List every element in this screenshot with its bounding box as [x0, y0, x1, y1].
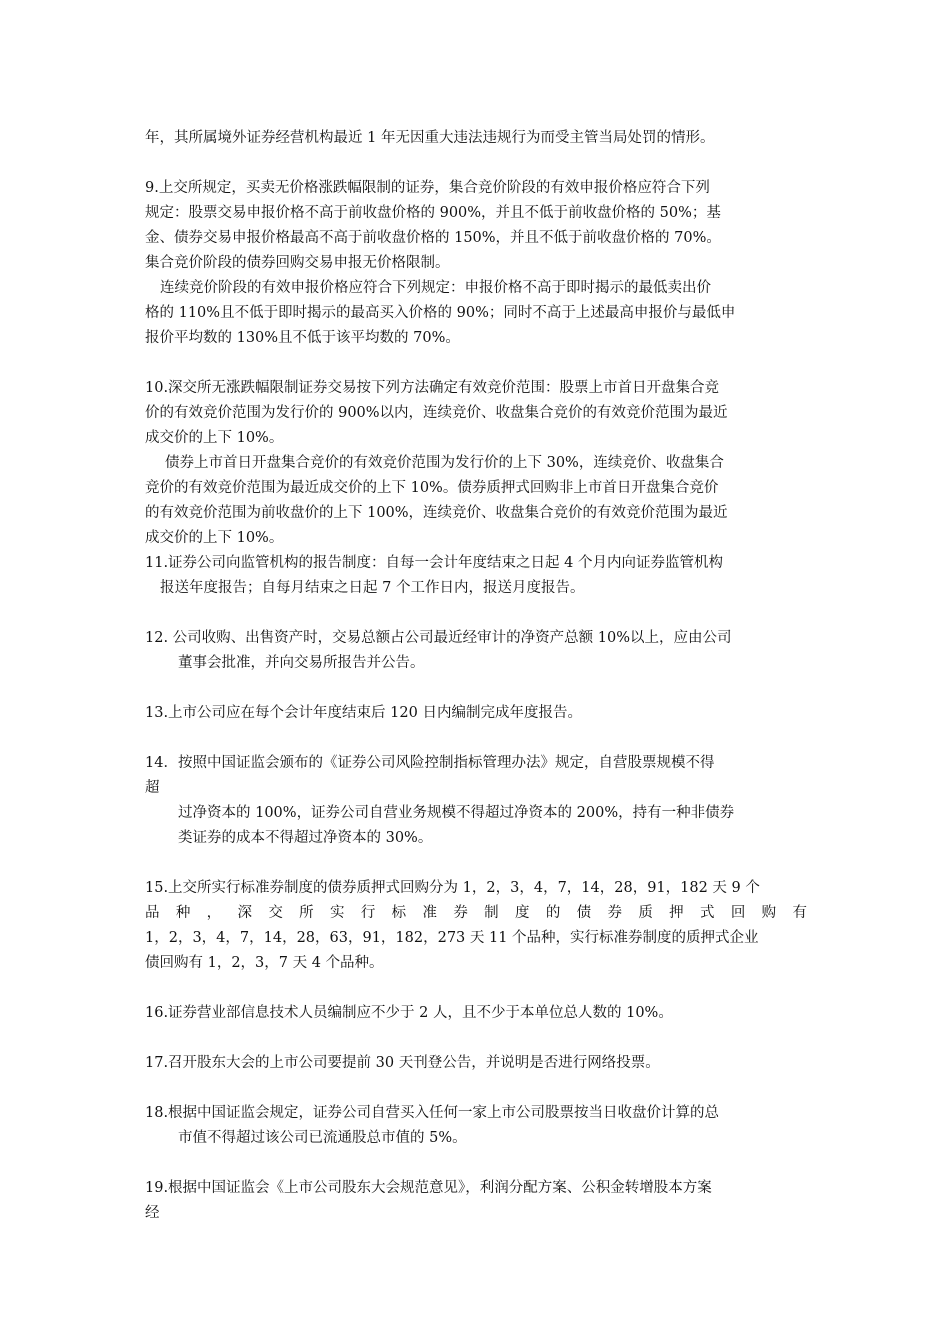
text-line: 报送年度报告；自每月结束之日起 7 个工作日内，报送月度报告。	[160, 580, 585, 596]
text-line: 成交价的上下 10%。	[145, 530, 284, 546]
text-line: 超	[145, 780, 160, 796]
text-line: 的有效竞价范围为前收盘价的上下 100%，连续竞价、收盘集合竞价的有效竞价范围为最近	[145, 505, 728, 521]
text-line: 过净资本的 100%，证券公司自营业务规模不得超过净资本的 200%，持有一种非债券	[178, 805, 735, 821]
text-line: 债券上市首日开盘集合竞价的有效竞价范围为发行价的上下 30%，连续竞价、收盘集合	[165, 455, 724, 471]
text-line: 董事会批准，并向交易所报告并公告。	[178, 655, 425, 671]
text-line: 15.上交所实行标准券制度的债券质押式回购分为 1，2，3，4，7，14，28，91，182 天 9 个	[145, 880, 760, 896]
text-line: 14．按照中国证监会颁布的《证券公司风险控制指标管理办法》规定，自营股票规模不得	[145, 755, 715, 771]
text-line: 品 种 ， 深 交 所 实 行 标 准 券 制 度 的 债 券 质 押 式 回 购 有	[145, 905, 807, 921]
text-line: 9.上交所规定，买卖无价格涨跌幅限制的证券，集合竞价阶段的有效申报价格应符合下列	[145, 180, 710, 196]
text-line: 13.上市公司应在每个会计年度结束后 120 日内编制完成年度报告。	[145, 705, 582, 721]
text-line: 17.召开股东大会的上市公司要提前 30 天刊登公告，并说明是否进行网络投票。	[145, 1055, 660, 1071]
text-line: 类证券的成本不得超过净资本的 30%。	[178, 830, 433, 846]
text-line: 集合竞价阶段的债券回购交易申报无价格限制。	[145, 255, 450, 271]
text-line: 11.证券公司向监管机构的报告制度：自每一会计年度结束之日起 4 个月内向证券监管机构	[145, 555, 723, 571]
text-line: 1，2，3，4，7，14，28，63，91，182，273 天 11 个品种，实行标准券制度的质押式企业	[145, 930, 759, 946]
text-line: 金、债券交易申报价格最高不高于前收盘价格的 150%，并且不低于前收盘价格的 70%。	[145, 230, 721, 246]
text-line: 报价平均数的 130%且不低于该平均数的 70%。	[145, 330, 460, 346]
text-line: 债回购有 1，2，3，7 天 4 个品种。	[145, 955, 384, 971]
text-line: 连续竞价阶段的有效申报价格应符合下列规定：申报价格不高于即时揭示的最低卖出价	[160, 280, 711, 296]
text-line: 格的 110%且不低于即时揭示的最高买入价格的 90%；同时不高于上述最高申报价与最低申	[145, 305, 736, 321]
text-line: 10.深交所无涨跌幅限制证券交易按下列方法确定有效竞价范围：股票上市首日开盘集合竞	[145, 380, 720, 396]
text-line: 19.根据中国证监会《上市公司股东大会规范意见》，利润分配方案、公积金转增股本方案	[145, 1180, 712, 1196]
text-line: 12. 公司收购、出售资产时，交易总额占公司最近经审计的净资产总额 10%以上，应由公司	[145, 630, 732, 646]
text-line: 价的有效竞价范围为发行价的 900%以内，连续竞价、收盘集合竞价的有效竞价范围为最近	[145, 405, 728, 421]
text-line: 规定：股票交易申报价格不高于前收盘价格的 900%，并且不低于前收盘价格的 50%；基	[145, 205, 721, 221]
text-line: 市值不得超过该公司已流通股总市值的 5%。	[178, 1130, 467, 1146]
text-line: 成交价的上下 10%。	[145, 430, 284, 446]
text-line: 经	[145, 1205, 160, 1221]
text-line: 竞价的有效竞价范围为最近成交价的上下 10%。债券质押式回购非上市首日开盘集合竞价	[145, 480, 719, 496]
text-line: 16.证券营业部信息技术人员编制应不少于 2 人，且不少于本单位总人数的 10%。	[145, 1005, 673, 1021]
text-line: 18.根据中国证监会规定，证券公司自营买入任何一家上市公司股票按当日收盘价计算的总	[145, 1105, 720, 1121]
text-line: 年，其所属境外证券经营机构最近 1 年无因重大违法违规行为而受主管当局处罚的情形。	[145, 130, 715, 146]
